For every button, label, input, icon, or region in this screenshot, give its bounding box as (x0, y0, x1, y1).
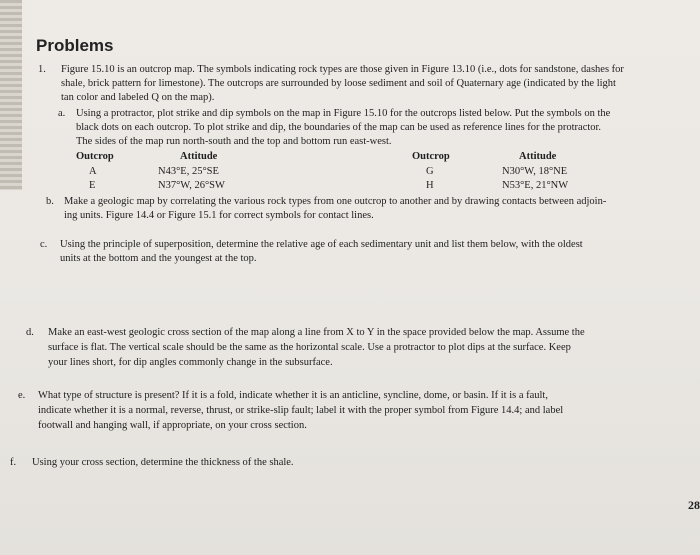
part-a-text-line: black dots on each outcrop. To plot strike and dip, the boundaries of the map can be used as reference lines for the protractor. (76, 122, 602, 133)
part-e-label: e. (18, 390, 26, 401)
part-a-text-line: Using a protractor, plot strike and dip symbols on the map in Figure 15.10 for the outcrops listed below. Put the symbols on the (76, 108, 611, 119)
part-e-text-line: What type of structure is present? If it is a fold, indicate whether it is an anticline, syncline, dome, or basin. If it is a fault, (38, 390, 548, 401)
part-b-text-line: ing units. Figure 14.4 or Figure 15.1 for correct symbols for contact lines. (64, 210, 374, 221)
part-f-label: f. (10, 457, 17, 468)
table-cell: N53°E, 21°NW (502, 180, 569, 191)
part-a-text-line: The sides of the map run north-south and the top and bottom run east-west. (76, 136, 392, 147)
table-header: Attitude (180, 151, 218, 162)
table-cell: H (426, 180, 434, 191)
table-cell: A (89, 166, 97, 177)
page-number: 28 (688, 498, 700, 512)
problem-text-line: shale, brick pattern for limestone). The outcrops are surrounded by loose sediment and soil of Quaternary age (indicated by the light (61, 78, 616, 89)
part-d-text-line: your lines short, for dip angles commonly change in the subsurface. (48, 357, 333, 368)
part-f-text-line: Using your cross section, determine the thickness of the shale. (32, 457, 294, 468)
part-c-text-line: units at the bottom and the youngest at the top. (60, 253, 257, 264)
part-d-label: d. (26, 327, 34, 338)
table-cell: N43°E, 25°SE (158, 166, 219, 177)
table-cell: E (89, 180, 96, 191)
table-cell: N37°W, 26°SW (158, 180, 225, 191)
section-heading: Problems (36, 36, 114, 55)
problem-number: 1. (38, 64, 46, 75)
part-e-text-line: footwall and hanging wall, if appropriate, on your cross section. (38, 420, 307, 431)
page-binding-edge (0, 0, 22, 190)
table-cell: G (426, 166, 434, 177)
part-b-label: b. (46, 196, 54, 207)
problem-text-line: Figure 15.10 is an outcrop map. The symbols indicating rock types are those given in Figure 13.10 (i.e., dots for sandstone, dashes for (61, 64, 624, 75)
part-d-text-line: Make an east-west geologic cross section of the map along a line from X to Y in the space provided below the map. Assume the (48, 327, 585, 338)
table-header: Outcrop (412, 151, 450, 162)
problem-text-line: tan color and labeled Q on the map). (61, 92, 215, 103)
part-e-text-line: indicate whether it is a normal, reverse, thrust, or strike-slip fault; label it with the proper symbol from Figure 14.4; and label (38, 405, 564, 416)
part-c-label: c. (40, 239, 48, 250)
part-c-text-line: Using the principle of superposition, determine the relative age of each sedimentary unit and list them below, with the oldest (60, 239, 583, 250)
part-d-text-line: surface is flat. The vertical scale should be the same as the horizontal scale. Use a protractor to plot dips at the surface. Keep (48, 342, 571, 353)
table-header: Attitude (519, 151, 557, 162)
part-b-text-line: Make a geologic map by correlating the various rock types from one outcrop to another and by drawing contacts between adjoin- (64, 196, 607, 207)
table-header: Outcrop (76, 151, 114, 162)
part-a-label: a. (58, 108, 66, 119)
table-cell: N30°W, 18°NE (502, 166, 568, 177)
